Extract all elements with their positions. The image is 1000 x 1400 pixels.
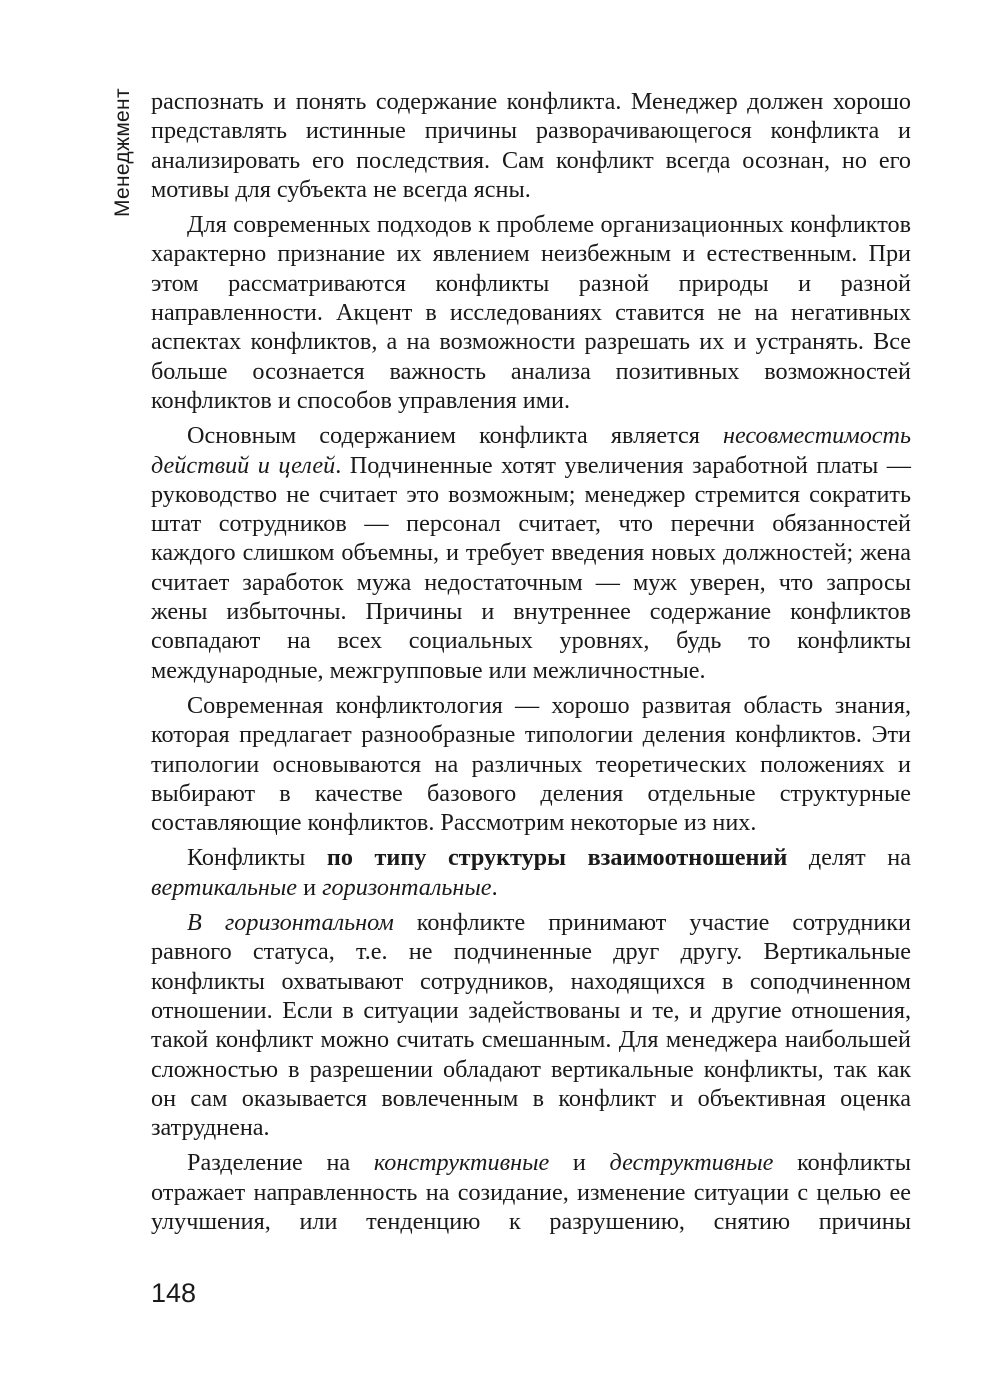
running-header-section-title: Менеджмент: [111, 88, 134, 217]
paragraph-7-text-start: Разделение на: [187, 1149, 374, 1177]
paragraph-6-italic-term: В горизонтальном: [187, 909, 394, 937]
paragraph-5-italic-term-horizontal: горизонтальные: [322, 873, 492, 901]
paragraph-7-italic-term-constructive: конструктивные: [373, 1149, 550, 1177]
paragraph-5-conjunction: и: [297, 873, 323, 901]
body-text: [151, 87, 911, 1236]
paragraph-4: Современная конфликтология — хорошо развитая область знания, которая предлагает разнообразные типологии деления конфликтов. Эти типологии основываются на различных теоретических положениях и выбирают в качестве базового деления отдельные структурные составляющие конфликтов. Рассмотрим некоторые из них.: [151, 691, 911, 837]
paragraph-3-text-start: Основным содержанием конфликта является: [187, 422, 723, 450]
paragraph-6: [151, 908, 911, 1142]
paragraph-6-text-rest: конфликте принимают участие сотрудники равного статуса, т.е. не подчиненные друг другу. Вертикальные конфликты охватывают сотрудников, находящихся в соподчиненном отношении. Если в ситуации задействованы и те, и другие отношения, такой конфликт можно считать смешанным. Для менеджера наибольшей сложностью в разрешении обладают вертикальные конфликты, так как он сам оказывается вовлеченным в конфликт и объективная оценка затруднена.: [151, 909, 911, 1142]
paragraph-7-conjunction: и: [549, 1149, 610, 1177]
paragraph-5-bold-term: по типу структуры взаимоотношений: [326, 844, 788, 872]
paragraph-2: Для современных подходов к проблеме организационных конфликтов характерно признание их явлением неизбежным и естественным. При этом рассматриваются конфликты разной природы и разной направленности. Акцент в исследованиях ставится не на негативных аспектах конфликтов, а на возможности разрешать их и устранять. Все больше осознается важность анализа позитивных возможностей конфликтов и способов управления ими.: [151, 211, 911, 414]
paragraph-7: [151, 1148, 911, 1236]
paragraph-5: [151, 843, 911, 902]
paragraph-7-text-rest: конфликты отражает направленность на созидание, изменение ситуации с целью ее улучшения, или тенденцию к разрушению, снятию причины: [151, 1149, 911, 1235]
paragraph-5-text-end: .: [491, 873, 498, 901]
paragraph-3-italic-term: несовместимость действий и целей: [151, 422, 911, 479]
paragraph-3-text-rest: . Подчиненные хотят увеличения заработной платы — руководство не считает это возможным; менеджер стремится сократить штат сотрудников — персонал считает, что перечни обязанностей каждого слишком объемны, и требует введения новых должностей; жена считает заработок мужа недостаточным — муж уверен, что запросы жены избыточны. Причины и внутреннее содержание конфликтов совпадают на всех социальных уровнях, будь то конфликты международные, межгрупповые или межличностные.: [151, 451, 911, 684]
paragraph-1: распознать и понять содержание конфликта. Менеджер должен хорошо представлять истинные причины разворачивающегося конфликта и анализировать его последствия. Сам конфликт всегда осознан, но его мотивы для субъекта не всегда ясны.: [151, 88, 911, 203]
paragraph-5-text-middle: делят на: [787, 844, 911, 872]
paragraph-5-italic-term-vertical: вертикальные: [151, 873, 298, 901]
paragraph-3: [151, 421, 911, 685]
page-number: 148: [151, 1278, 197, 1308]
paragraph-7-italic-term-destructive: деструктивные: [609, 1149, 774, 1177]
paragraph-5-text-start: Конфликты: [187, 844, 327, 872]
